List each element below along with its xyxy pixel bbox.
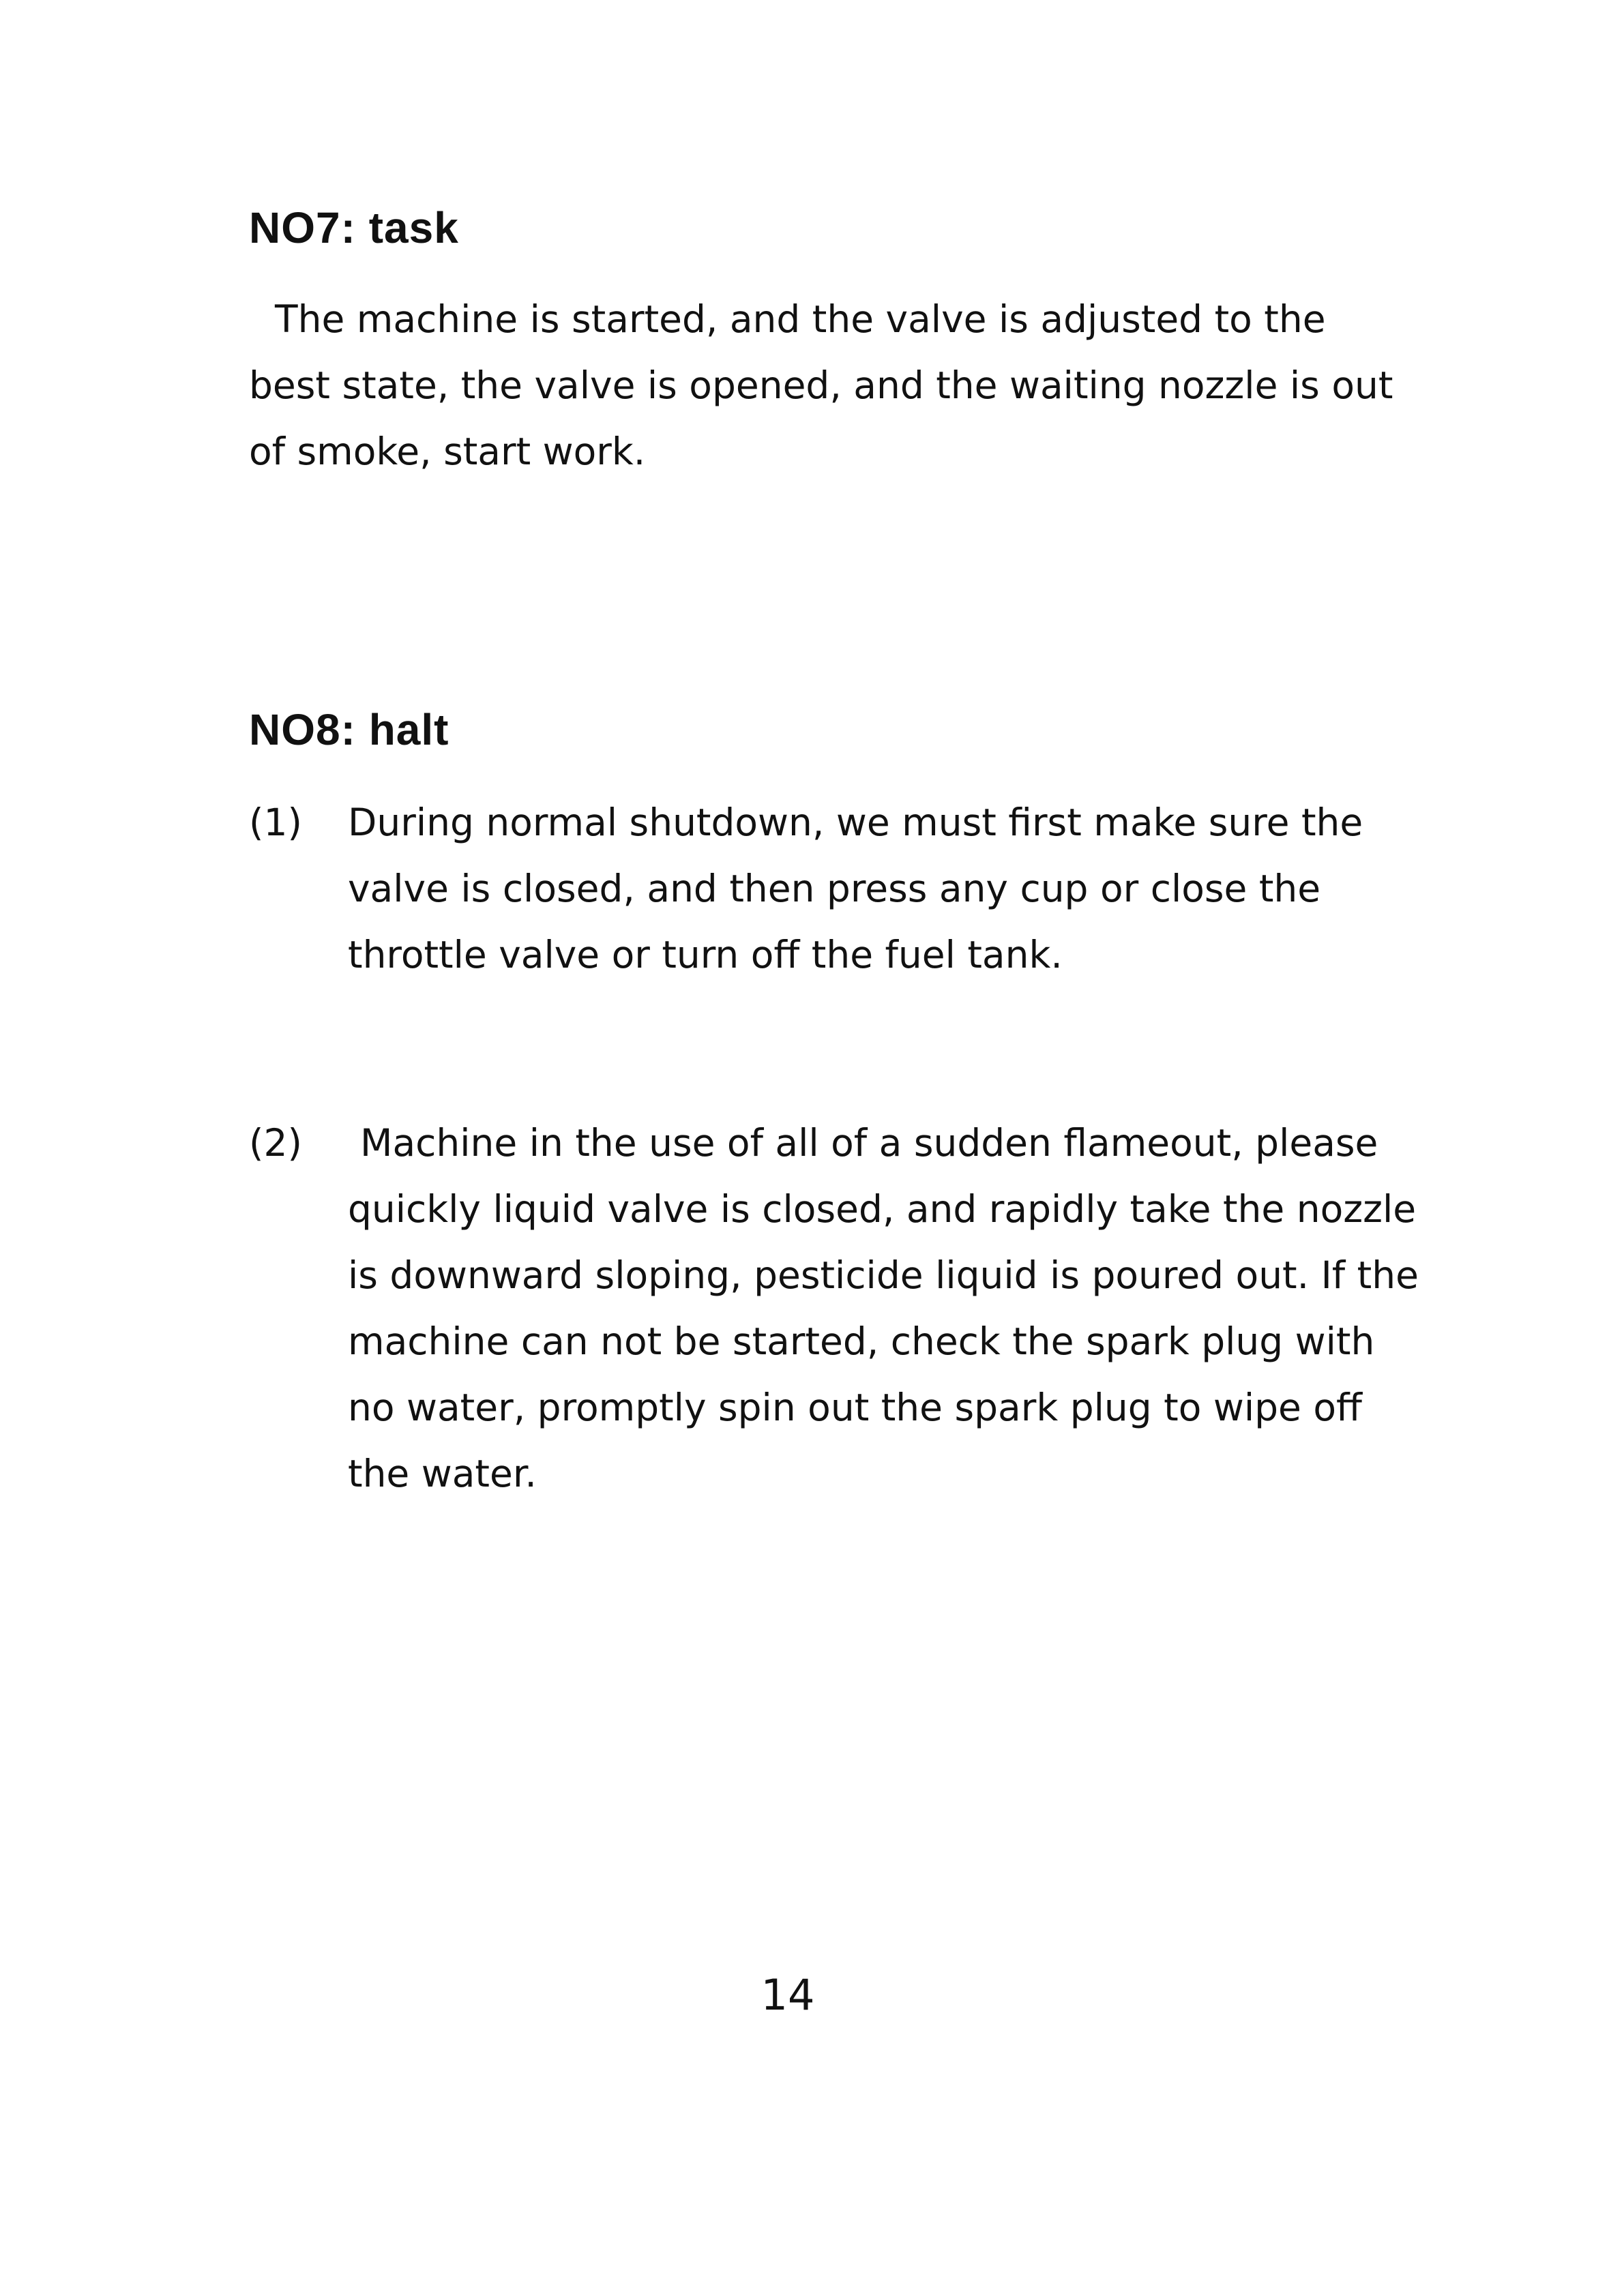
- section-heading-halt: NO8: halt: [249, 705, 449, 754]
- list-item-text: Machine in the use of all of a sudden flameout, please quickly liquid valve is closed, and rapidly take the nozzle is downward sloping, pesticide liquid is poured out. If the machine can not be started, check the spark plug with no water, promptly spin out the spark plug to wipe off the water.: [348, 1121, 1419, 1495]
- halt-list-item-2: [249, 1110, 1422, 1507]
- list-item-text: During normal shutdown, we must first make sure the valve is closed, and then press any cup or close the throttle valve or turn off the fuel tank.: [348, 801, 1363, 976]
- list-item-number: (1): [249, 801, 302, 844]
- list-item-number: (2): [249, 1121, 302, 1165]
- halt-list-item-1: [249, 790, 1422, 988]
- section-heading-task: NO7: task: [249, 203, 459, 252]
- page-number: 14: [761, 1970, 815, 2020]
- task-paragraph: The machine is started, and the valve is adjusted to the best state, the valve is opened, and the waiting nozzle is out of smoke, start work.: [249, 297, 1393, 473]
